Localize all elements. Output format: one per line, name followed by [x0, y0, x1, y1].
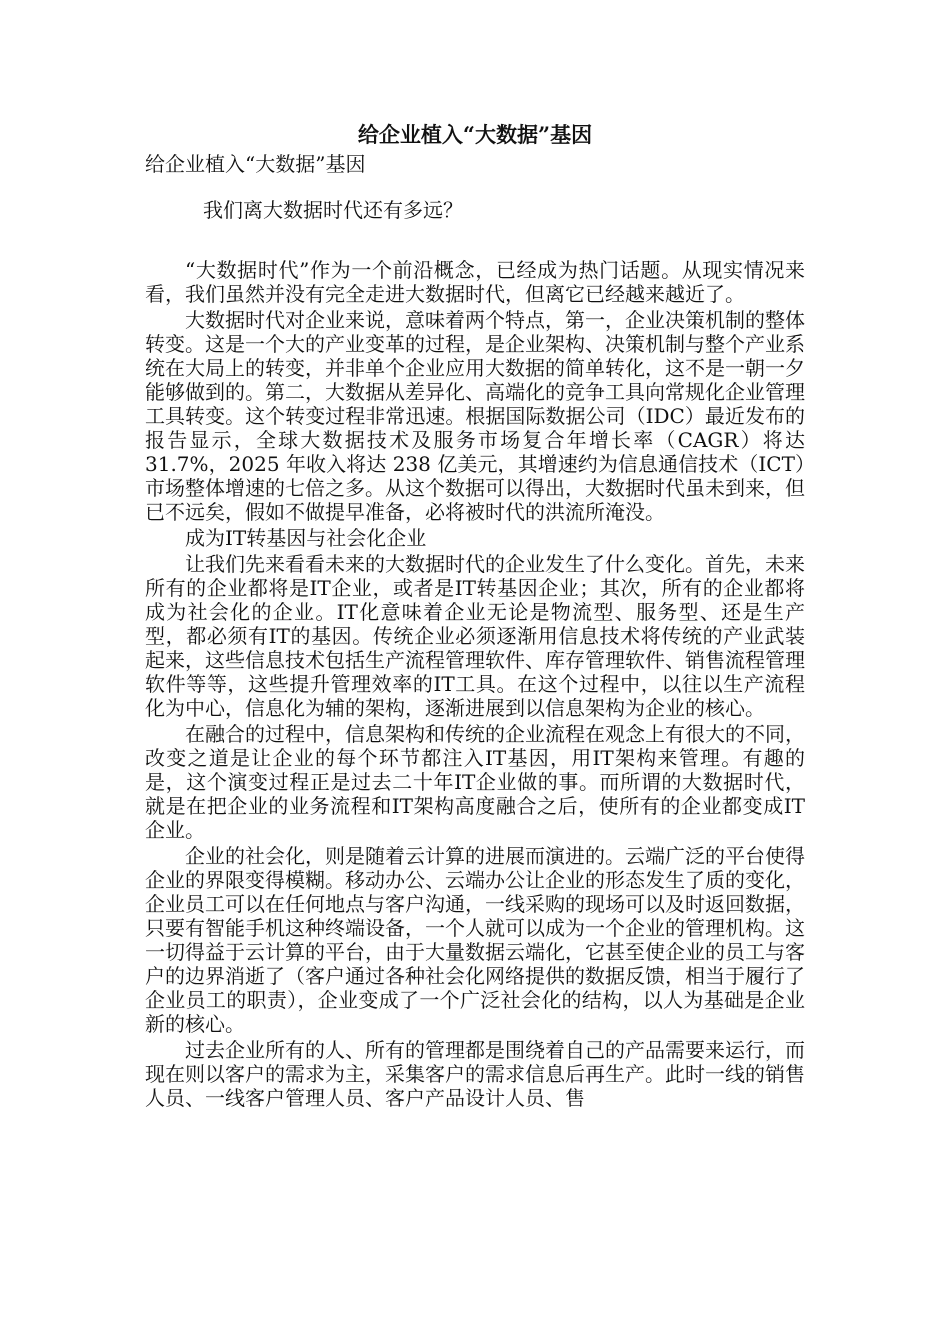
paragraph: 大数据时代对企业来说，意味着两个特点，第一，企业决策机制的整体转变。这是一个大的产业变革的过程，是企业架构、决策机制与整个产业系统在大局上的转变，并非单个企业应用大数据的简单转化，这不是一朝一夕能够做到的。第二，大数据从差异化、高端化的竞争工具向常规化企业管理工具转变。这个转变过程非常迅速。根据国际数据公司（IDC）最近发布的报告显示，全球大数据技术及服务市场复合年增长率（CAGR）将达 31.7%，2025 年收入将达 238 亿美元，其增速约为信息通信技术（ICT）市场整体增速的七倍之多。从这个数据可以得出，大数据时代虽未到来，但已不远矣，假如不做提早准备，必将被时代的洪流所淹没。	[145, 308, 805, 524]
document-title: 给企业植入“大数据”基因	[357, 122, 593, 147]
intro-question: 我们离大数据时代还有多远？	[203, 198, 463, 222]
section-heading: 成为IT转基因与社会化企业	[185, 526, 427, 550]
paragraph: 过去企业所有的人、所有的管理都是围绕着自己的产品需要来运行，而现在则以客户的需求为主，采集客户的需求信息后再生产。此时一线的销售人员、一线客户管理人员、客户产品设计人员、售	[145, 1038, 805, 1110]
document-body	[145, 120, 805, 1112]
document-subtitle: 给企业植入“大数据”基因	[145, 152, 366, 176]
paragraph: 在融合的过程中，信息架构和传统的企业流程在观念上有很大的不同，改变之道是让企业的每个环节都注入IT基因，用IT架构来管理。有趣的是，这个演变过程正是过去二十年IT企业做的事。而所谓的大数据时代，就是在把企业的业务流程和IT架构高度融合之后，使所有的企业都变成IT企业。	[145, 722, 805, 842]
paragraph: 让我们先来看看未来的大数据时代的企业发生了什么变化。首先，未来所有的企业都将是IT企业，或者是IT转基因企业；其次，所有的企业都将成为社会化的企业。IT化意味着企业无论是物流型、服务型、还是生产型，都必须有IT的基因。传统企业必须逐渐用信息技术将传统的产业武装起来，这些信息技术包括生产流程管理软件、库存管理软件、销售流程管理软件等等，这些提升管理效率的IT工具。在这个过程中，以往以生产流程化为中心，信息化为辅的架构，逐渐进展到以信息架构为企业的核心。	[145, 552, 805, 720]
paragraph: “大数据时代”作为一个前沿概念，已经成为热门话题。从现实情况来看，我们虽然并没有完全走进大数据时代，但离它已经越来越近了。	[145, 258, 805, 306]
paragraph: 企业的社会化，则是随着云计算的进展而演进的。云端广泛的平台使得企业的界限变得模糊。移动办公、云端办公让企业的形态发生了质的变化，企业员工可以在任何地点与客户沟通，一线采购的现场可以及时返回数据，只要有智能手机这种终端设备，一个人就可以成为一个企业的管理机构。这一切得益于云计算的平台，由于大量数据云端化，它甚至使企业的员工与客户的边界消逝了（客户通过各种社会化网络提供的数据反馈，相当于履行了企业员工的职责），企业变成了一个广泛社会化的结构，以人为基础是企业新的核心。	[145, 844, 805, 1036]
